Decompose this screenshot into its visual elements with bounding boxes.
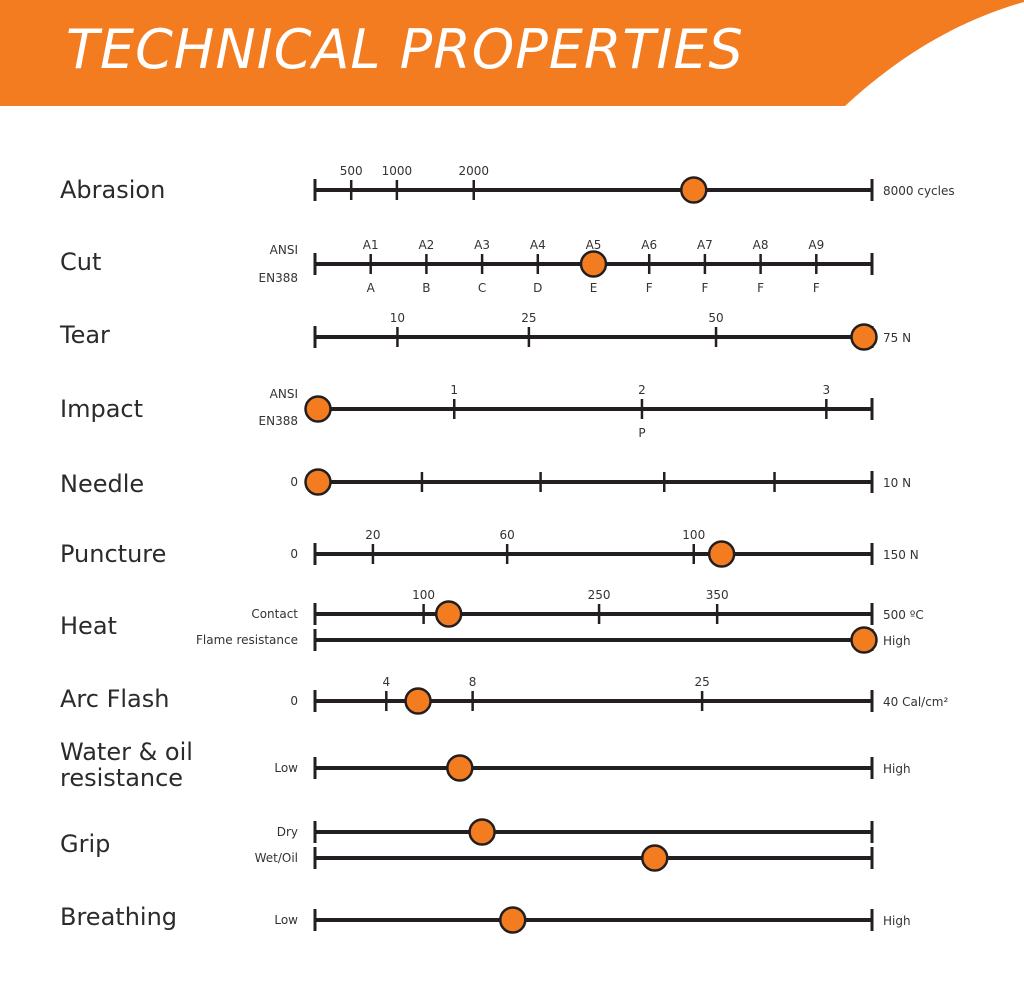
row-label-grip: Grip [60,830,111,858]
side-label-top-cut: ANSI [269,243,298,257]
tick-label-bottom-cut-track-1-4: D [533,281,543,295]
scale-min-label-grip-track-2: Wet/Oil [254,851,298,865]
tick-label-bottom-cut-track-1-8: F [757,281,765,295]
tick-label-top-cut-track-1-5: A5 [585,238,602,252]
row-label-heat: Heat [60,612,117,640]
rating-marker-grip-track-2 [642,846,667,871]
rating-marker-cut-track-1 [581,252,606,277]
rating-marker-needle-track-1 [306,470,331,495]
tick-label-top-heat-track-1-2: 250 [587,588,611,602]
row-label-breathing: Breathing [60,903,178,931]
row-impact [60,383,872,440]
rating-marker-heat-track-2 [852,628,877,653]
scale-max-label-abrasion-track-1: 8000 cycles [883,184,955,198]
scale-min-label-grip-track-1: Dry [276,825,298,839]
tick-label-top-puncture-track-1-3: 100 [682,528,706,542]
scale-min-label-needle-track-1: 0 [290,475,298,489]
rating-marker-tear-track-1 [852,325,877,350]
rating-marker-arc-flash-track-1 [406,689,431,714]
row-abrasion [60,164,955,204]
tick-label-top-heat-track-1-1: 100 [412,588,436,602]
tick-label-bottom-cut-track-1-7: F [701,281,709,295]
scale-max-label-arc-flash-track-1: 40 Cal/cm² [883,695,949,709]
tick-label-top-cut-track-1-1: A1 [362,238,379,252]
row-label-abrasion: Abrasion [60,176,166,204]
rating-marker-grip-track-1 [470,820,495,845]
scale-max-label-heat-track-1: 500 ºC [883,608,924,622]
row-grip [60,820,872,871]
tick-label-top-abrasion-track-1-2: 1000 [381,164,413,178]
tick-label-bottom-impact-track-1-2: P [638,426,646,440]
tick-label-top-tear-track-1-2: 25 [521,311,537,325]
scale-min-label-puncture-track-1: 0 [290,547,298,561]
scale-min-label-heat-track-2: Flame resistance [195,633,298,647]
tick-label-top-abrasion-track-1-3: 2000 [458,164,490,178]
tick-label-top-cut-track-1-3: A3 [474,238,491,252]
tick-label-top-arc-flash-track-1-3: 25 [694,675,710,689]
row-label-needle: Needle [60,470,145,498]
side-label-bottom-impact: EN388 [258,414,298,428]
tick-label-top-cut-track-1-8: A8 [752,238,769,252]
tick-label-bottom-cut-track-1-5: E [589,281,598,295]
scale-max-label-water-oil-resistance-track-1: High [883,762,911,776]
tick-label-top-cut-track-1-7: A7 [696,238,713,252]
scale-max-label-breathing-track-1: High [883,914,911,928]
row-water-oil-resistance [60,738,911,792]
scale-min-label-water-oil-resistance-track-1: Low [274,761,298,775]
tick-label-top-impact-track-1-3: 3 [822,383,831,397]
rating-marker-impact-track-1 [306,397,331,422]
page-title: TECHNICAL PROPERTIES [66,18,744,81]
rating-marker-water-oil-resistance-track-1 [447,756,472,781]
row-arc-flash [60,675,948,714]
tick-label-bottom-cut-track-1-9: F [812,281,820,295]
scale-min-label-heat-track-1: Contact [251,607,298,621]
scale-min-label-arc-flash-track-1: 0 [290,694,298,708]
tick-label-bottom-cut-track-1-6: F [645,281,653,295]
rating-marker-abrasion-track-1 [681,178,706,203]
row-label-impact: Impact [60,395,144,423]
tick-label-top-arc-flash-track-1-2: 8 [468,675,477,689]
tick-label-top-cut-track-1-2: A2 [418,238,435,252]
row-breathing [60,903,911,933]
row-cut [60,238,872,295]
scale-max-label-tear-track-1: 75 N [883,331,912,345]
row-heat [60,588,924,653]
tick-label-top-heat-track-1-3: 350 [705,588,729,602]
row-label-puncture: Puncture [60,540,167,568]
tick-label-top-cut-track-1-9: A9 [808,238,825,252]
side-label-bottom-cut: EN388 [258,271,298,285]
scale-max-label-puncture-track-1: 150 N [883,548,919,562]
row-puncture [60,528,919,568]
tick-label-top-impact-track-1-1: 1 [450,383,459,397]
scale-min-label-breathing-track-1: Low [274,913,298,927]
row-label-tear: Tear [60,321,110,349]
tick-label-top-cut-track-1-6: A6 [641,238,658,252]
scale-max-label-heat-track-2: High [883,634,911,648]
row-label-cut: Cut [60,248,102,276]
tick-label-top-cut-track-1-4: A4 [529,238,546,252]
row-needle [60,470,911,499]
rating-marker-heat-track-1 [436,602,461,627]
tick-label-top-abrasion-track-1-1: 500 [339,164,363,178]
tick-label-bottom-cut-track-1-3: C [477,281,487,295]
scale-max-label-needle-track-1: 10 N [883,476,912,490]
rating-marker-puncture-track-1 [709,542,734,567]
rating-marker-breathing-track-1 [500,908,525,933]
tick-label-bottom-cut-track-1-2: B [422,281,431,295]
row-label-arc-flash: Arc Flash [60,685,170,713]
side-label-top-impact: ANSI [269,387,298,401]
tick-label-top-arc-flash-track-1-1: 4 [382,675,391,689]
tick-label-top-puncture-track-1-2: 60 [499,528,515,542]
tick-label-top-tear-track-1-1: 10 [389,311,406,325]
row-label-water-oil-resistance-line-2: resistance [60,764,184,792]
tick-label-bottom-cut-track-1-1: A [366,281,375,295]
row-tear [59,311,911,350]
tick-label-top-puncture-track-1-1: 20 [365,528,381,542]
tick-label-top-tear-track-1-3: 50 [708,311,724,325]
row-label-water-oil-resistance-line-1: Water & oil [60,738,193,766]
tick-label-top-impact-track-1-2: 2 [638,383,646,397]
